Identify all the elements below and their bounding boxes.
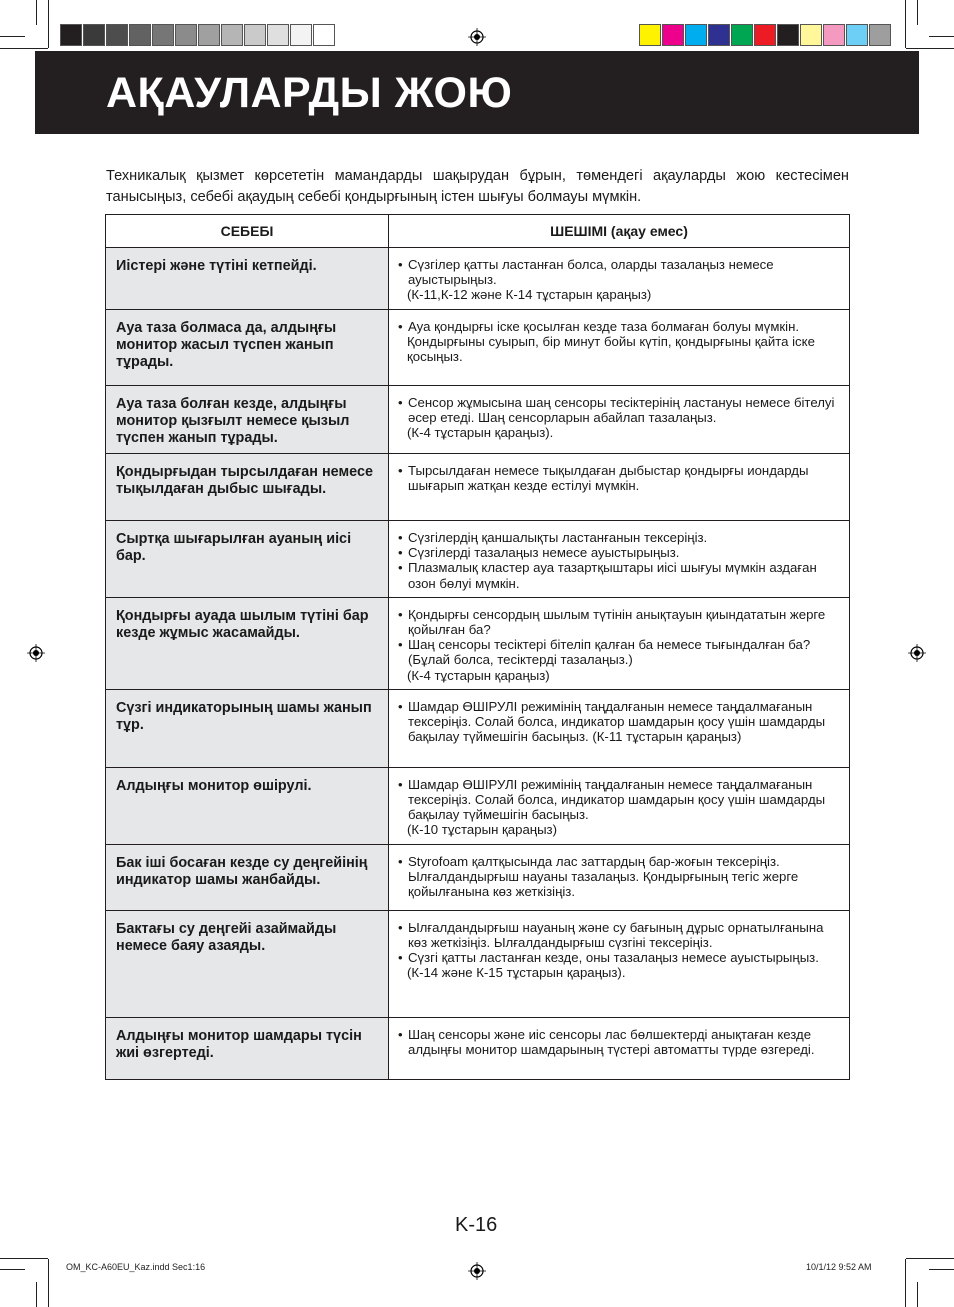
cause-cell: Сүзгі индикаторының шамы жанып тұр. <box>106 689 389 767</box>
title-banner <box>35 51 919 134</box>
solution-column-header: ШЕШІМІ (ақау емес) <box>389 215 850 248</box>
solution-note: (К-10 тұстарын қараңыз) <box>407 822 557 838</box>
crop-mark <box>36 0 37 25</box>
registration-mark-icon <box>468 28 486 46</box>
crop-mark <box>929 36 954 37</box>
color-swatch <box>639 24 661 46</box>
cause-cell: Алдыңғы монитор өшірулі. <box>106 767 389 844</box>
cause-column-header: СЕБЕБІ <box>106 215 389 248</box>
solution-list <box>398 920 843 966</box>
process-color-bar <box>639 24 892 48</box>
solution-bullet: • Шамдар ӨШІРУЛІ режимінің таңдалғанын немесе таңдалмағанын тексеріңіз. Солай болса, индикатор шамдарын қосу үшін шамдарды бақылау түймешігін басыңыз. (К-11 тұстарын қараңыз) <box>398 699 843 745</box>
crop-mark <box>36 1282 37 1307</box>
troubleshooting-table-body <box>106 248 850 1080</box>
color-swatch <box>869 24 891 46</box>
solution-bullet: • Сүзгілерді тазалаңыз немесе ауыстырыңыз. <box>398 545 843 560</box>
solution-list <box>398 777 843 823</box>
crop-mark <box>905 0 906 48</box>
solution-cell <box>389 597 850 689</box>
solution-bullet: • Сүзгілердің қаншалықты ластанғанын тексеріңіз. <box>398 530 843 545</box>
crop-mark <box>48 1259 49 1307</box>
table-row <box>106 1017 850 1079</box>
footer-timestamp: 10/1/12 9:52 AM <box>806 1262 872 1272</box>
solution-cell <box>389 521 850 598</box>
solution-cell <box>389 689 850 767</box>
solution-bullet: • Шаң сенсоры және иіс сенсоры лас бөлшектерді анықтаған кезде алдыңғы монитор шамдарының түстері автоматты түрде өзгереді. <box>398 1027 843 1057</box>
solution-list <box>398 463 843 493</box>
cause-cell: Иістері және түтіні кетпейді. <box>106 248 389 310</box>
solution-bullet: • Сүзгілер қатты ластанған болса, оларды тазалаңыз немесе ауыстырыңыз. <box>398 257 843 287</box>
color-swatch <box>708 24 730 46</box>
solution-list <box>398 395 843 425</box>
table-row <box>106 454 850 521</box>
color-swatch <box>754 24 776 46</box>
solution-cell <box>389 767 850 844</box>
color-swatch <box>129 24 151 46</box>
color-swatch <box>175 24 197 46</box>
solution-cell <box>389 248 850 310</box>
cause-cell: Сыртқа шығарылған ауаның иісі бар. <box>106 521 389 598</box>
crop-mark <box>0 36 25 37</box>
cause-cell: Қондырғы ауада шылым түтіні бар кезде жұмыс жасамайды. <box>106 597 389 689</box>
color-swatch <box>313 24 335 46</box>
solution-bullet: • Қондырғы сенсордың шылым түтінін анықтауын қиындататын жерге қойылған ба? <box>398 607 843 637</box>
color-swatch <box>846 24 868 46</box>
crop-mark <box>0 1258 48 1259</box>
crop-mark <box>906 48 954 49</box>
color-swatch <box>198 24 220 46</box>
table-row <box>106 844 850 910</box>
solution-cell <box>389 454 850 521</box>
color-swatch <box>60 24 82 46</box>
crop-mark <box>0 1269 25 1270</box>
page-number: K-16 <box>455 1214 498 1236</box>
cause-cell: Бактағы су деңгейі азаймайды немесе баяу азаяды. <box>106 910 389 1017</box>
solution-list <box>398 530 843 591</box>
page-title: АҚАУЛАРДЫ ЖОЮ <box>106 69 513 117</box>
crop-mark <box>917 0 918 25</box>
table-row <box>106 689 850 767</box>
color-swatch <box>777 24 799 46</box>
table-row <box>106 248 850 310</box>
table-row <box>106 767 850 844</box>
color-swatch <box>290 24 312 46</box>
solution-bullet: • Шамдар ӨШІРУЛІ режимінің таңдалғанын немесе таңдалмағанын тексеріңіз. Солай болса, индикатор шамдарын қосу үшін шамдарды бақылау түймешігін басыңыз. <box>398 777 843 823</box>
color-swatch <box>267 24 289 46</box>
gray-color-bar <box>60 24 336 48</box>
solution-bullet: • Тырсылдаған немесе тықылдаған дыбыстар қондырғы иондарды шығарып жатқан кезде естілуі мүмкін. <box>398 463 843 493</box>
solution-list <box>398 257 843 287</box>
cause-cell: Бак іші босаған кезде су деңгейінің индикатор шамы жанбайды. <box>106 844 389 910</box>
footer-file-info: OM_KC-A60EU_Kaz.indd Sec1:16 <box>66 1262 206 1272</box>
color-swatch <box>685 24 707 46</box>
cause-cell: Қондырғыдан тырсылдаған немесе тықылдаған дыбыс шығады. <box>106 454 389 521</box>
crop-mark <box>917 1282 918 1307</box>
crop-mark <box>905 1259 906 1307</box>
crop-mark <box>48 0 49 48</box>
table-row <box>106 597 850 689</box>
solution-list <box>398 319 843 334</box>
solution-note: Қондырғыны суырып, бір минут бойы күтіп, қондырғыны қайта іске қосыңыз. <box>407 334 815 365</box>
intro-paragraph: Техникалық қызмет көрсететін мамандарды шақырудан бұрын, төмендегі ақауларды жою кестесімен танысыңыз, себебі ақаудың себебі қондырғының істен шығуы болмауы мүмкін. <box>106 168 849 205</box>
solution-bullet: • Ауа қондырғы іске қосылған кезде таза болмаған болуы мүмкін. <box>398 319 843 334</box>
solution-bullet: • Styrofoam қалтқысында лас заттардың бар-жоғын тексеріңіз. Ылғалдандырғыш науаны тазалаңыз. Қондырғының тегіс жерге қойылғанына көз жеткізіңіз. <box>398 854 843 900</box>
color-swatch <box>823 24 845 46</box>
solution-bullet: • Ылғалдандырғыш науаның және су бағының дұрыс орнатылғанына көз жеткізіңіз. Ылғалдандырғыш сүзгіні тексеріңіз. <box>398 920 843 950</box>
solution-list <box>398 854 843 900</box>
solution-note: (К-14 және К-15 тұстарын қараңыз). <box>407 965 626 981</box>
color-swatch <box>662 24 684 46</box>
solution-bullet: • Шаң сенсоры тесіктері бітеліп қалған ба немесе тығындалған ба? (Бұлай болса, тесіктерді тазалаңыз.) <box>398 637 843 667</box>
solution-bullet: • Сүзгі қатты ластанған кезде, оны тазалаңыз немесе ауыстырыңыз. <box>398 950 843 965</box>
solution-list <box>398 699 843 745</box>
color-swatch <box>731 24 753 46</box>
solution-cell <box>389 386 850 454</box>
solution-list <box>398 607 843 668</box>
solution-bullet: • Сенсор жұмысына шаң сенсоры тесіктерінің ластануы немесе бітелуі әсер етеді. Шаң сенсорларын абайлап тазалаңыз. <box>398 395 843 425</box>
troubleshooting-table <box>105 214 850 1080</box>
cause-cell: Ауа таза болмаса да, алдыңғы монитор жасыл түспен жанып тұрады. <box>106 310 389 386</box>
solution-cell <box>389 310 850 386</box>
cause-cell: Ауа таза болған кезде, алдыңғы монитор қызғылт немесе қызыл түспен жанып тұрады. <box>106 386 389 454</box>
solution-note: (К-4 тұстарын қараңыз). <box>407 425 554 441</box>
crop-mark <box>0 48 48 49</box>
registration-mark-icon <box>908 644 926 662</box>
color-swatch <box>244 24 266 46</box>
table-header-row <box>106 215 850 248</box>
table-row <box>106 910 850 1017</box>
registration-mark-icon <box>468 1262 486 1280</box>
solution-note: (К-11,К-12 және К-14 тұстарын қараңыз) <box>407 287 652 303</box>
registration-mark-icon <box>27 644 45 662</box>
color-swatch <box>800 24 822 46</box>
color-swatch <box>152 24 174 46</box>
solution-cell <box>389 844 850 910</box>
solution-list <box>398 1027 843 1057</box>
table-row <box>106 310 850 386</box>
solution-bullet: • Плазмалық кластер ауа тазартқыштары иісі шығуы мүмкін аздаған озон бөлуі мүмкін. <box>398 560 843 590</box>
solution-cell <box>389 1017 850 1079</box>
solution-note: (К-4 тұстарын қараңыз) <box>407 667 550 683</box>
table-row <box>106 521 850 598</box>
table-row <box>106 386 850 454</box>
color-swatch <box>83 24 105 46</box>
crop-mark <box>929 1269 954 1270</box>
crop-mark <box>906 1258 954 1259</box>
color-swatch <box>106 24 128 46</box>
cause-cell: Алдыңғы монитор шамдары түсін жиі өзгертеді. <box>106 1017 389 1079</box>
solution-cell <box>389 910 850 1017</box>
color-swatch <box>221 24 243 46</box>
